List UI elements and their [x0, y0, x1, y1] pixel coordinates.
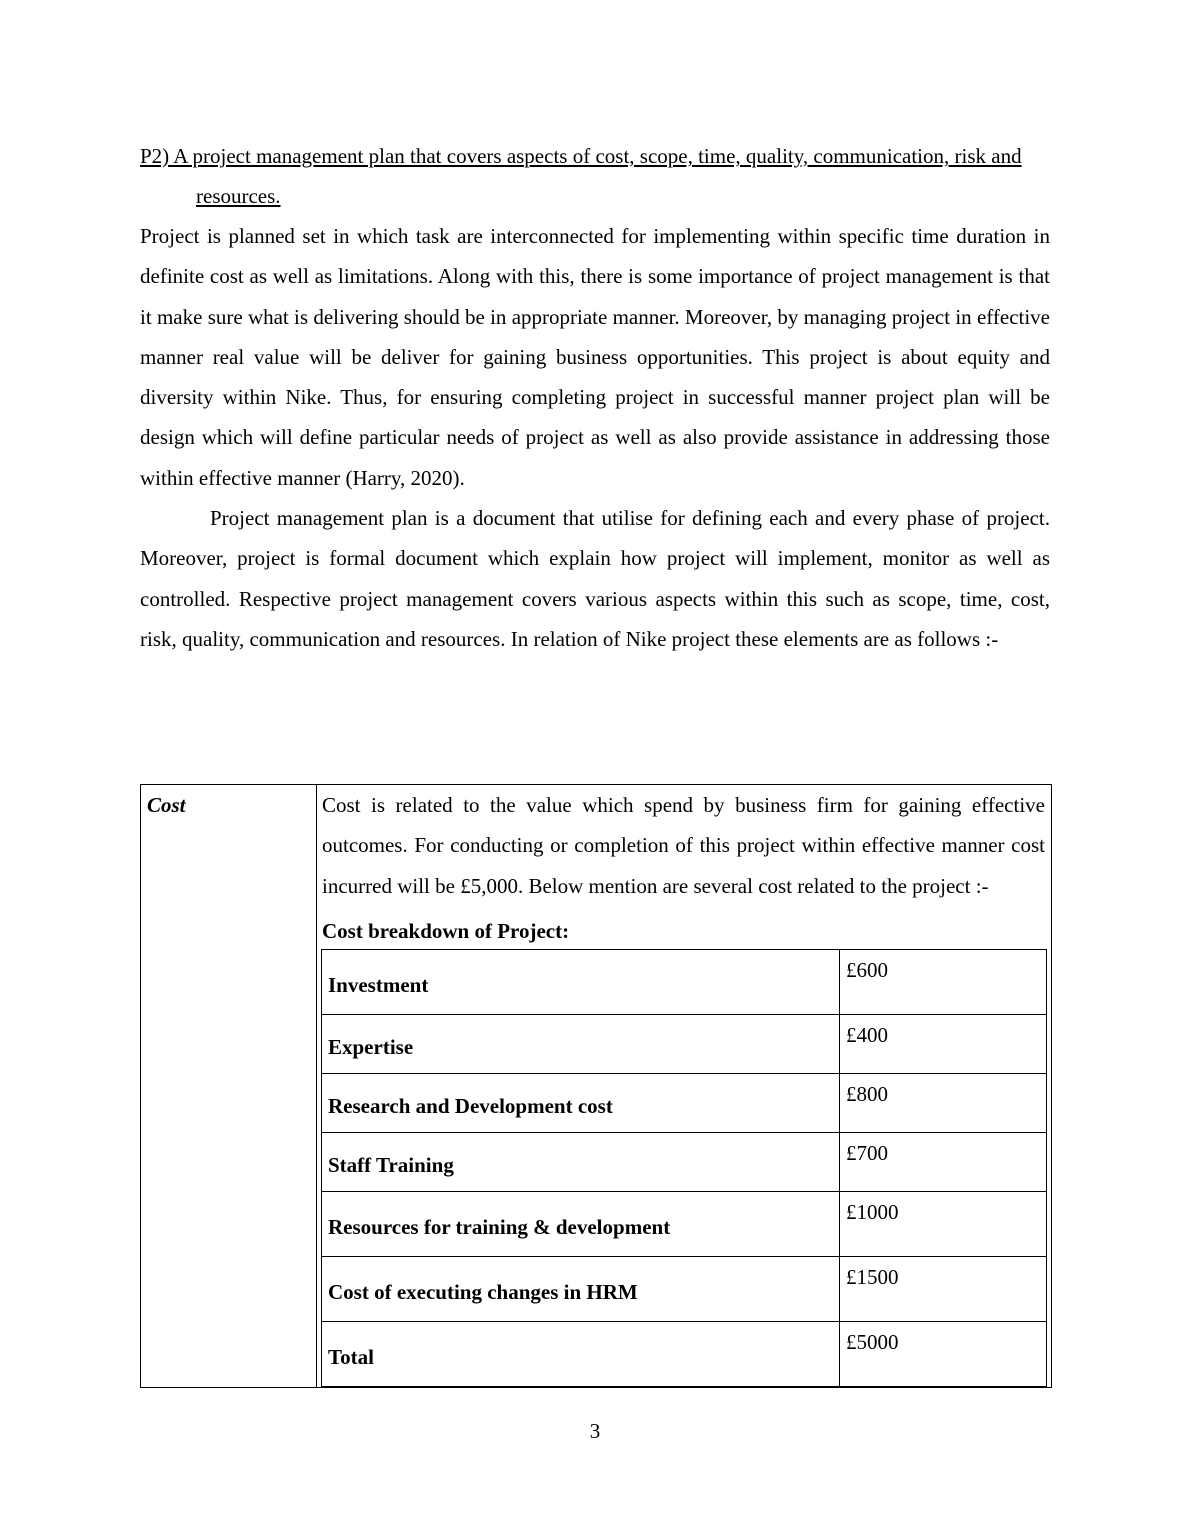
table-row [322, 1014, 1047, 1073]
cost-item: Cost of executing changes in HRM [322, 1256, 840, 1321]
table-row [322, 1073, 1047, 1132]
cost-item: Research and Development cost [322, 1073, 840, 1132]
cost-amount-total: £5000 [840, 1321, 1047, 1386]
cost-amount: £700 [840, 1132, 1047, 1191]
cost-item: Expertise [322, 1014, 840, 1073]
intro-paragraph: Project is planned set in which task are interconnected for implementing within specific time duration in definite cost as well as limitations. Along with this, there is some importance of project management is that it make sure what is delivering should be in appropriate manner. Moreover, by managing project in effective manner real value will be deliver for gaining business opportunities. This project is about equity and diversity within Nike. Thus, for ensuring completing project in successful manner project plan will be design which will define particular needs of project as well as also provide assistance in addressing those within effective manner (Harry, 2020). [140, 224, 1050, 490]
cost-item-total: Total [322, 1321, 840, 1386]
table-row [322, 1191, 1047, 1256]
section-heading: P2) A project management plan that covers aspects of cost, scope, time, quality, communication, risk and resources. [140, 144, 1022, 208]
cost-content-cell [317, 785, 1052, 1388]
cost-breakdown-table [321, 949, 1047, 1387]
cost-item: Staff Training [322, 1132, 840, 1191]
cost-amount: £1500 [840, 1256, 1047, 1321]
table-row [322, 1256, 1047, 1321]
cost-item: Resources for training & development [322, 1191, 840, 1256]
plan-paragraph: Project management plan is a document that utilise for defining each and every phase of project. Moreover, project is formal document which explain how project will implement, monitor as well as controlled. Respective project management covers various aspects within this such as scope, time, cost, risk, quality, communication and resources. In relation of Nike project these elements are as follows :- [140, 506, 1050, 651]
breakdown-title: Cost breakdown of Project: [322, 918, 570, 943]
cost-amount: £400 [840, 1014, 1047, 1073]
cost-description: Cost is related to the value which spend by business firm for gaining effective outcomes. For conducting or completion of this project within effective manner cost incurred will be £5,000. Below mention are several cost related to the project :- [322, 793, 1045, 898]
table-row-total [322, 1321, 1047, 1386]
cost-label: Cost [147, 793, 186, 817]
table-row [322, 949, 1047, 1014]
document-body [140, 136, 1050, 659]
cost-amount: £600 [840, 949, 1047, 1014]
cost-item: Investment [322, 949, 840, 1014]
cost-amount: £800 [840, 1073, 1047, 1132]
cost-label-cell [141, 785, 317, 1388]
page-number: 3 [589, 1419, 601, 1443]
table-row [322, 1132, 1047, 1191]
cost-table [140, 784, 1052, 1388]
cost-amount: £1000 [840, 1191, 1047, 1256]
